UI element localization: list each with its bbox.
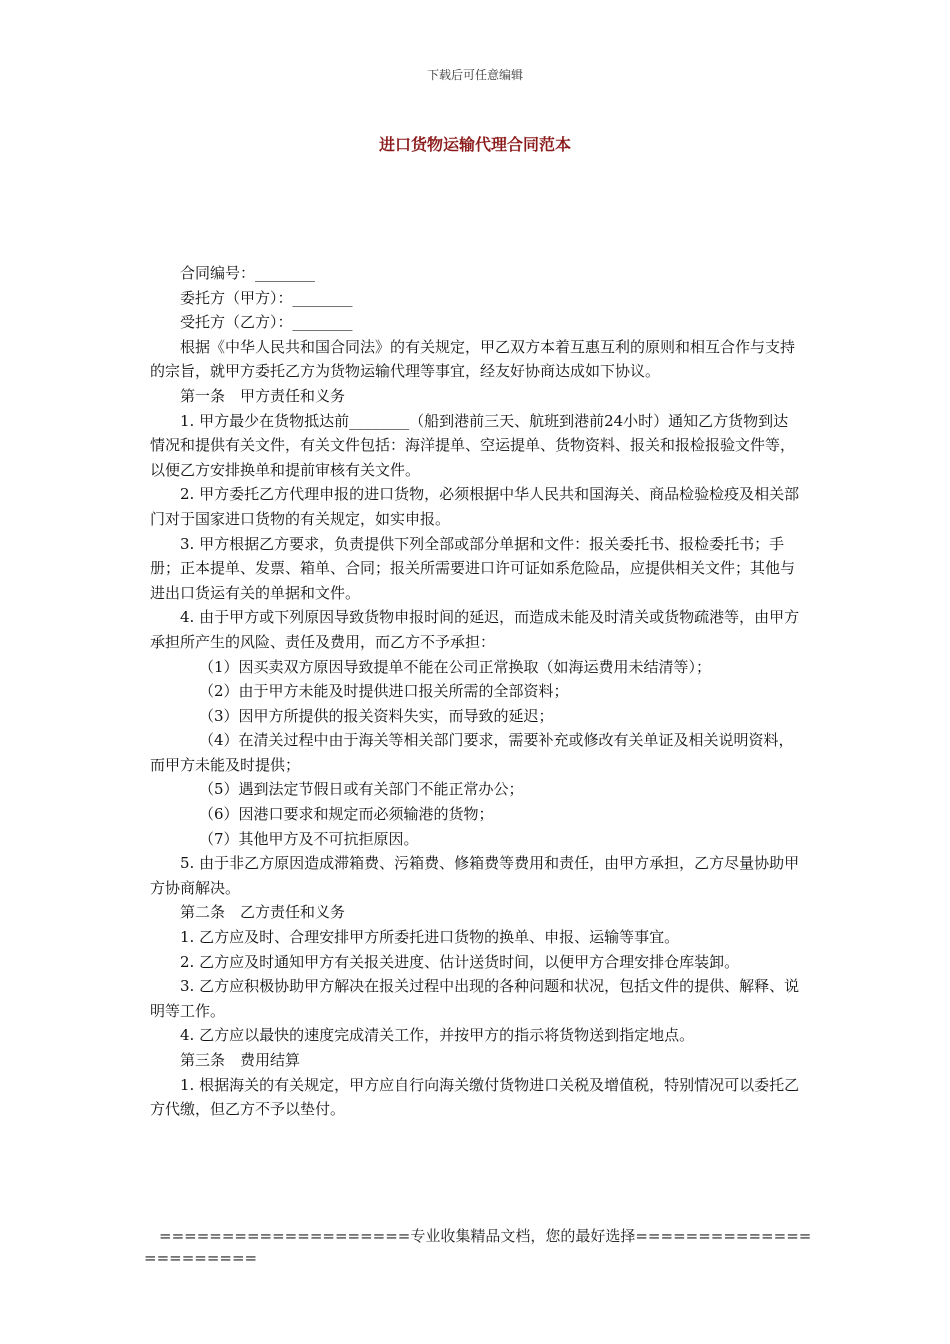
article-2-clause-3: 3. 乙方应积极协助甲方解决在报关过程中出现的各种问题和状况，包括文件的提供、解释、说明等工作。 [150, 977, 800, 1020]
clause-4-item-1: （1）因买卖双方原因导致提单不能在公司正常换取（如海运费用未结清等）； [199, 657, 712, 676]
document-title: 进口货物运输代理合同范本 [378, 135, 571, 154]
article-1-heading: 第一条 甲方责任和义务 [180, 386, 346, 405]
article-1-clause-4: 4. 由于甲方或下列原因导致货物申报时间的延迟，而造成未能及时清关或货物疏港等，由甲方承担所产生的风险、责任及费用，而乙方不予承担： [150, 608, 800, 651]
article-3-clause-1: 1. 根据海关的有关规定，甲方应自行向海关缴付货物进口关税及增值税，特别情况可以委托乙方代缴，但乙方不予以垫付。 [150, 1075, 800, 1119]
clause-4-item-5: （5）遇到法定节假日或有关部门不能正常办公； [199, 780, 524, 799]
agent-party-line: 受托方（乙方）：________ [180, 313, 353, 332]
article-1-clause-5: 5. 由于非乙方原因造成滞箱费、污箱费、修箱费等费用和责任，由甲方承担，乙方尽量协助甲方协商解决。 [150, 854, 800, 897]
article-2-clause-1: 1. 乙方应及时、合理安排甲方所委托进口货物的换单、申报、运输等事宜。 [180, 928, 680, 947]
header-note: 下载后可任意编辑 [426, 68, 523, 82]
clause-4-item-2: （2）由于甲方未能及时提供进口报关所需的全部资料； [199, 682, 569, 701]
article-1-clause-1: 1. 甲方最少在货物抵达前________（船到港前三天、航班到港前24小时）通知乙方货物到达情况和提供有关文件，有关文件包括：海洋提单、空运提单、货物资料、报关和报检报验文件等，以便乙方安排换单和提前审核有关文件。 [150, 411, 796, 479]
article-1-clause-3: 3. 甲方根据乙方要求，负责提供下列全部或部分单据和文件：报关委托书、报检委托书；手册；正本提单、发票、箱单、合同；报关所需要进口许可证如系危险品，应提供相关文件；其他与进出口货运有关的单据和文件。 [150, 534, 796, 602]
clause-4-item-3: （3）因甲方所提供的报关资料失实，而导致的延迟； [199, 706, 554, 725]
principal-party-line: 委托方（甲方）：________ [180, 288, 353, 307]
clause-4-item-4: （4）在清关过程中由于海关等相关部门要求，需要补充或修改有关单证及相关说明资料，而甲方未能及时提供； [150, 731, 794, 774]
article-2-heading: 第二条 乙方责任和义务 [180, 903, 346, 922]
contract-number-line: 合同编号：________ [180, 264, 316, 282]
article-2-clause-2: 2. 乙方应及时通知甲方有关报关进度、估计送货时间，以便甲方合理安排仓库装卸。 [180, 952, 740, 971]
article-2-clause-4: 4. 乙方应以最快的速度完成清关工作，并按甲方的指示将货物送到指定地点。 [180, 1026, 695, 1045]
document-body [150, 261, 802, 1122]
clause-4-item-6: （6）因港口要求和规定而必须输港的货物； [199, 805, 494, 824]
footer-banner: ====================专业收集精品文档，您的最好选择======================= [144, 1227, 812, 1267]
article-3-heading: 第三条 费用结算 [180, 1051, 301, 1069]
clause-4-item-7: （7）其他甲方及不可抗拒原因。 [199, 829, 419, 848]
article-1-clause-2: 2. 甲方委托乙方代理申报的进口货物，必须根据中华人民共和国海关、商品检验检疫及相关部门对于国家进口货物的有关规定，如实申报。 [150, 485, 800, 528]
preamble-paragraph: 根据《中华人民共和国合同法》的有关规定，甲乙双方本着互惠互利的原则和相互合作与支持的宗旨，就甲方委托乙方为货物运输代理等事宜，经友好协商达成如下协议。 [150, 337, 796, 381]
